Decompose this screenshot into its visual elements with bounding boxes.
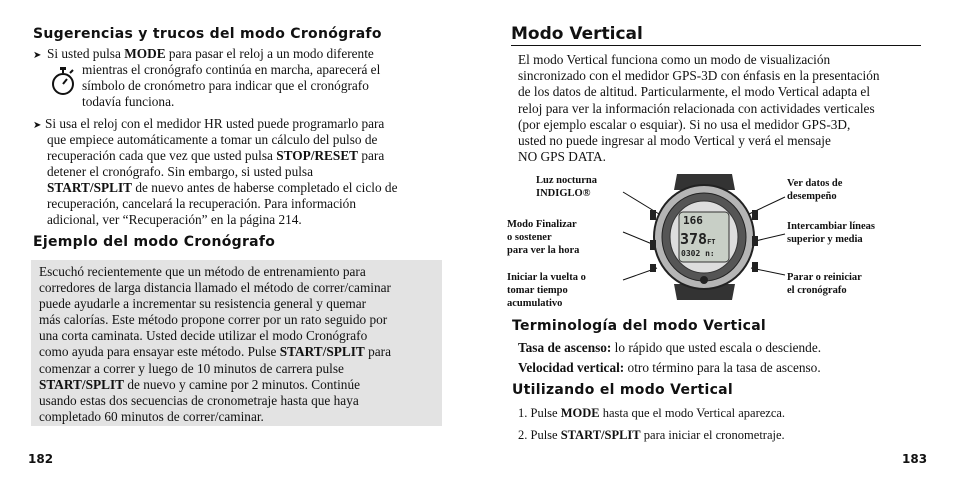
intro-paragraph: El modo Vertical funciona como un modo de visualización sincronizado con el medidor GPS-3D con énfasis en la presentación de los datos de altitud. Particularmente, el modo Vertical adapta el reloj para ver la información relacionada con actividades verticales (por ejemplo escalar o esquiar). Si no usa el medidor GPS-3D, usted no puede ingresar al modo Vertical y verá el mensaje NO GPS DATA. — [518, 52, 880, 165]
bullet1-line1: Si usted pulsa MODE para pasar el reloj a un modo diferente — [47, 46, 374, 61]
label-mode-final: Modo Finalizar o sostener para ver la hora — [507, 219, 580, 256]
watch-display-middle: 378FT — [680, 230, 716, 248]
page-number-left: 182 — [28, 452, 54, 466]
heading-using: Utilizando el modo Vertical — [512, 382, 734, 398]
heading-chrono-example: Ejemplo del modo Cronógrafo — [33, 234, 276, 250]
label-swap-lines: Intercambiar líneas superior y media — [787, 221, 875, 245]
bullet1-line4: todavía funciona. — [82, 94, 175, 109]
page-number-right: 183 — [902, 452, 928, 466]
example-text: Escuchó recientemente que un método de entrenamiento para corredores de larga distancia llamado el método de correr/caminar puede ayudarle a incrementar su resistencia general y quemar más calorías. Este método propone correr por un rato seguido por una corta caminata. Usted decide utilizar el modo Cronógrafo como ayuda para ensayar este método. Pulse START/SPLIT para comenzar a correr y luego de 10 minutos de carrera pulse START/SPLIT de nuevo y camine por 2 minutos. Continúe usando estas dos secuencias de cronometraje hasta que haya completado 60 minutos de correr/caminar. — [39, 264, 391, 424]
right-page — [477, 0, 954, 477]
term-vertical-speed: Velocidad vertical: otro término para la tasa de ascenso. — [518, 360, 821, 375]
stopwatch-icon — [50, 66, 76, 96]
step-1: 1. Pulse MODE hasta que el modo Vertical aparezca. — [518, 406, 786, 420]
step-2: 2. Pulse START/SPLIT para iniciar el cronometraje. — [518, 428, 785, 442]
bullet-arrow-icon: ➤ — [33, 50, 42, 61]
label-performance: Ver datos de desempeño — [787, 178, 843, 202]
bullet2-line1: Si usa el reloj con el medidor HR usted puede programarlo para — [45, 116, 385, 131]
watch-display-top: 166 — [683, 214, 703, 227]
heading-chrono-tips: Sugerencias y trucos del modo Cronógrafo — [33, 26, 382, 42]
bullet2-line6: recuperación, cancelará la recuperación. Para información — [47, 196, 356, 211]
bullet2-line5: START/SPLIT de nuevo antes de haberse completado el ciclo de — [47, 180, 398, 195]
bullet1-line3: símbolo de cronómetro para indicar que el cronógrafo — [82, 78, 369, 93]
page-title: Modo Vertical — [511, 24, 921, 46]
heading-terminology: Terminología del modo Vertical — [512, 318, 767, 334]
bullet1-line2: mientras el cronógrafo continúa en marcha, aparecerá el — [82, 62, 381, 77]
term-ascent-rate: Tasa de ascenso: lo rápido que usted escala o desciende. — [518, 340, 822, 355]
bullet2-line7: adicional, ver “Recuperación” en la página 214. — [47, 212, 302, 227]
bullet2-line4: detener el cronógrafo. Sin embargo, si usted pulsa — [47, 164, 313, 179]
label-stop-reset: Parar o reiniciar el cronógrafo — [787, 272, 862, 296]
label-lap: Iniciar la vuelta o tomar tiempo acumulativo — [507, 272, 586, 309]
bullet-arrow-icon: ➤ — [33, 120, 42, 131]
bullet2-line2: que empiece automáticamente a tomar un cálculo del pulso de — [47, 132, 378, 147]
watch-display-bottom: 0302 n: — [681, 249, 715, 258]
label-indiglo: Luz nocturna INDIGLO® — [536, 175, 597, 199]
example-box — [31, 260, 442, 426]
bullet2-line3: recuperación cada que vez que usted pulsa STOP/RESET para — [47, 148, 385, 163]
